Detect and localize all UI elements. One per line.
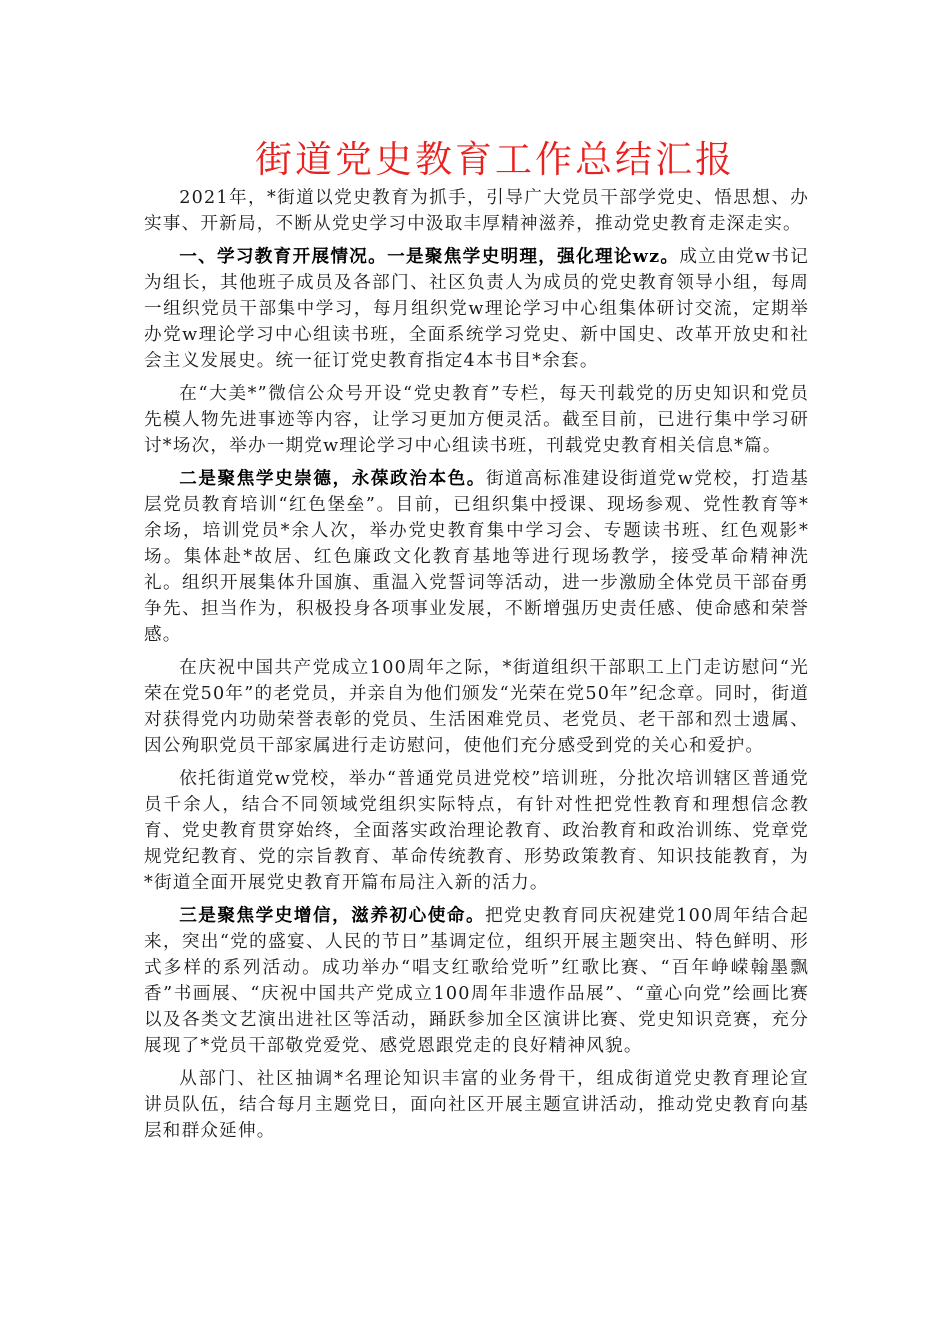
paragraph-wechat-column <box>144 381 809 459</box>
paragraph-section-two <box>144 466 809 648</box>
paragraph-lecturers <box>144 1066 809 1144</box>
paragraph-intro <box>144 185 809 237</box>
paragraph-party-school <box>144 766 809 896</box>
paragraph-text: 在庆祝中国共产党成立100周年之际，*街道组织干部职工上门走访慰问“光荣在党50年”的老党员，并亲自为他们颁发“光荣在党50年”纪念章。同时，街道对获得党内功勋荣誉表彰的党员、生活困难党员、老党员、老干部和烈士遗属、因公殉职党员干部家属进行走访慰问，使他们充分感受到党的关心和爱护。 <box>144 658 809 756</box>
document-body <box>144 185 809 1151</box>
paragraph-text: 依托街道党w党校，举办“普通党员进党校”培训班，分批次培训辖区普通党员千余人，结合不同领域党组织实际特点，有针对性把党性教育和理想信念教育、党史教育贯穿始终，全面落实政治理论教育、政治教育和政治训练、党章党规党纪教育、党的宗旨教育、革命传统教育、形势政策教育、知识技能教育，为*街道全面开展党史教育开篇布局注入新的活力。 <box>144 769 809 893</box>
paragraph-section-three <box>144 903 809 1059</box>
paragraph-anniversary-visits <box>144 655 809 759</box>
paragraph-text: 街道高标准建设街道党w党校，打造基层党员教育培训“红色堡垒”。目前，已组织集中授课、现场参观、党性教育等*余场，培训党员*余人次，举办党史教育集中学习会、专题读书班、红色观影*场。集体赴*故居、红色廉政文化教育基地等进行现场教学，接受革命精神洗礼。组织开展集体升国旗、重温入党誓词等活动，进一步激励全体党员干部奋勇争先、担当作为，积极投身各项事业发展，不断增强历史责任感、使命感和荣誉感。 <box>144 469 810 645</box>
paragraph-text: 2021年，*街道以党史教育为抓手，引导广大党员干部学党史、悟思想、办实事、开新局，不断从党史学习中汲取丰厚精神滋养，推动党史教育走深走实。 <box>144 188 809 234</box>
document-title: 街道党史教育工作总结汇报 <box>255 138 735 181</box>
paragraph-text: 从部门、社区抽调*名理论知识丰富的业务骨干，组成街道党史教育理论宣讲员队伍，结合每月主题党日，面向社区开展主题宣讲活动，推动党史教育向基层和群众延伸。 <box>144 1069 809 1141</box>
paragraph-text: 成立由党w书记为组长，其他班子成员及各部门、社区负责人为成员的党史教育领导小组，每周一组织党员干部集中学习，每月组织党w理论学习中心组集体研讨交流，定期举办党w理论学习中心组读书班，全面系统学习党史、新中国史、改革开放史和社会主义发展史。统一征订党史教育指定4本书目*余套。 <box>144 247 809 371</box>
paragraph-text: 把党史教育同庆祝建党100周年结合起来，突出“党的盛宴、人民的节日”基调定位，组织开展主题突出、特色鲜明、形式多样的系列活动。成功举办“唱支红歌给党听”红歌比赛、“百年峥嵘翰墨飘香”书画展、“庆祝中国共产党成立100周年非遗作品展”、“童心向党”绘画比赛以及各类文艺演出进社区等活动，踊跃参加全区演讲比赛、党史知识竞赛，充分展现了*党员干部敬党爱党、感党恩跟党走的良好精神风貌。 <box>144 906 809 1056</box>
paragraph-section-one <box>144 244 809 374</box>
paragraph-text: 在“大美*”微信公众号开设“党史教育”专栏，每天刊载党的历史知识和党员先模人物先进事迹等内容，让学习更加方便灵活。截至目前，已进行集中学习研讨*场次，举办一期党w理论学习中心组读书班，刊载党史教育相关信息*篇。 <box>144 384 809 456</box>
paragraph-lead: 三是聚焦学史增信，滋养初心使命。 <box>179 905 486 926</box>
paragraph-lead: 二是聚焦学史崇德，永葆政治本色。 <box>179 468 486 489</box>
paragraph-lead: 一、学习教育开展情况。一是聚焦学史明理，强化理论wz。 <box>179 246 680 267</box>
